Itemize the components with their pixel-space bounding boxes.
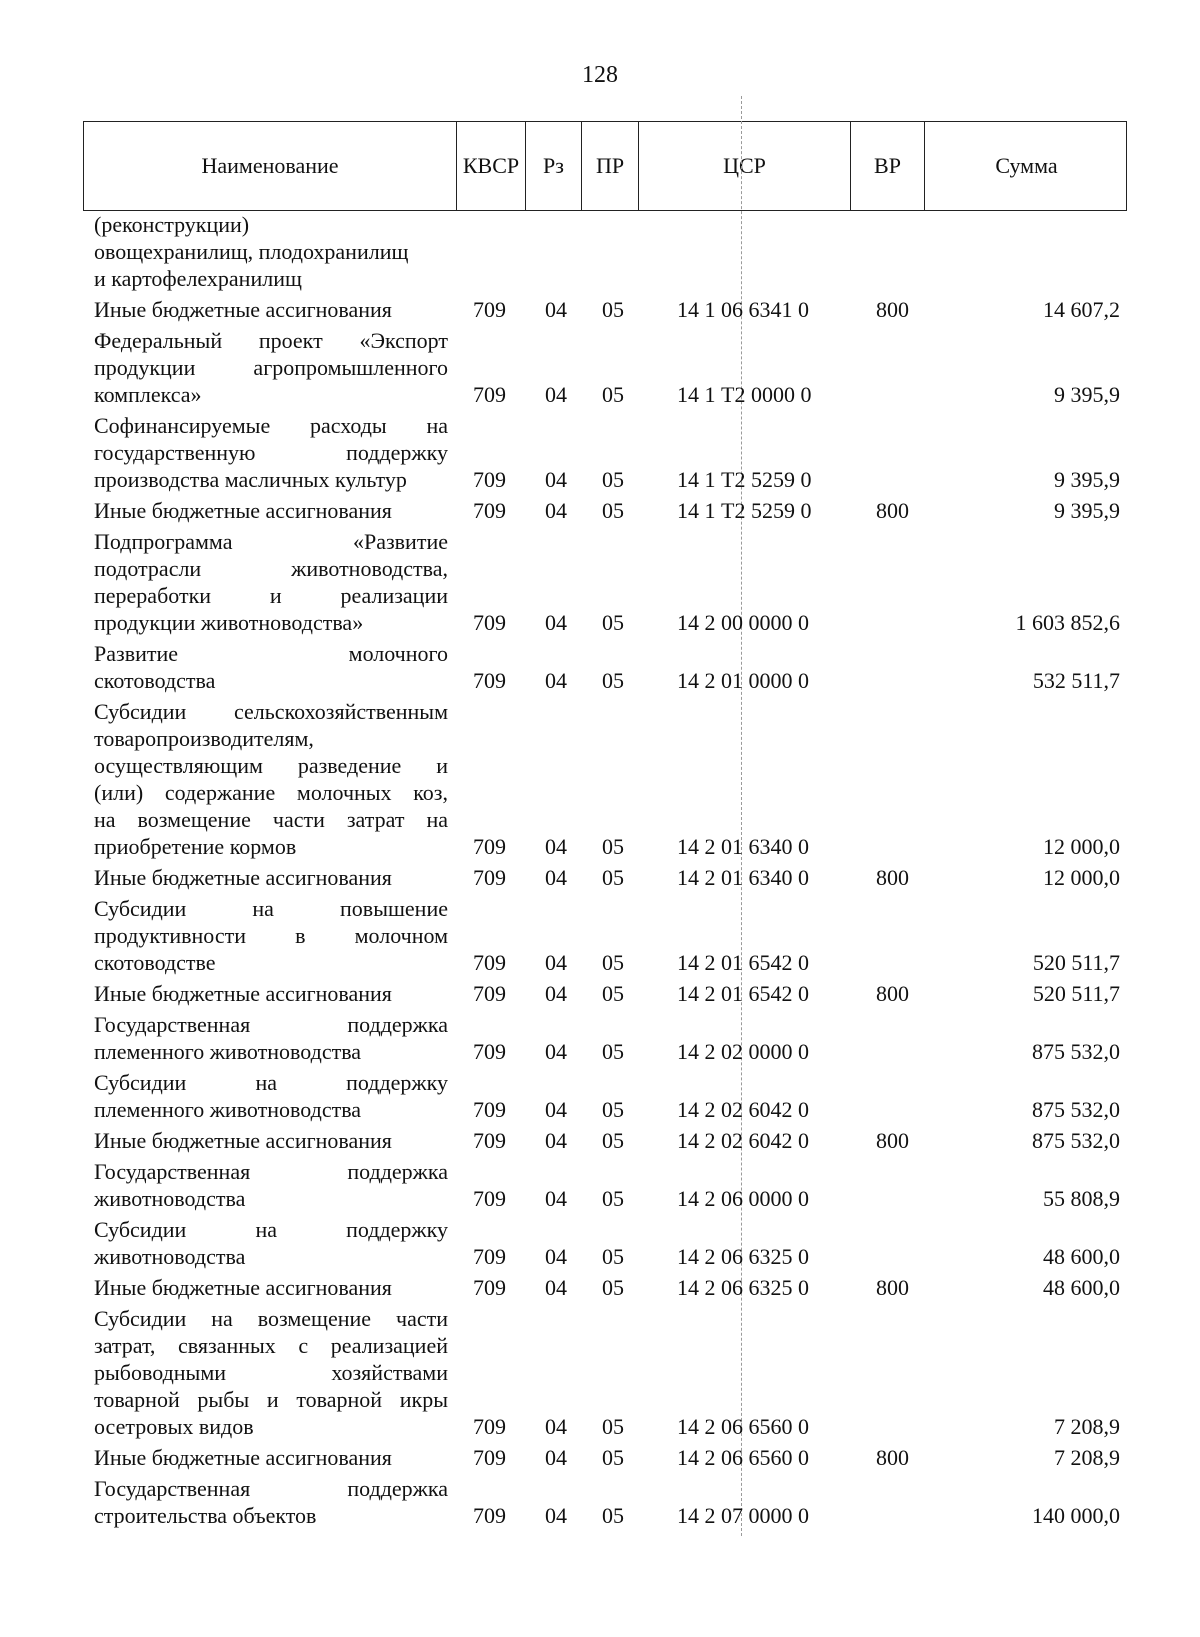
row-name-line: Иные бюджетные ассигнования	[94, 1128, 392, 1153]
row-csr: 14 1 Т2 0000 0	[677, 382, 812, 407]
row-pr: 05	[602, 834, 624, 859]
row-kvsr: 709	[473, 1186, 506, 1211]
row-sum: 9 395,9	[1054, 382, 1120, 407]
row-name-line: строительства объектов	[94, 1503, 317, 1528]
row-name-line: Государственная поддержка	[94, 1476, 448, 1501]
row-rz: 04	[545, 1128, 567, 1153]
row-sum: 140 000,0	[1032, 1503, 1120, 1528]
row-kvsr: 709	[473, 950, 506, 975]
row-name	[94, 528, 448, 636]
table-row	[0, 1011, 1200, 1065]
row-rz: 04	[545, 297, 567, 322]
row-name	[94, 895, 448, 976]
row-kvsr: 709	[473, 1128, 506, 1153]
row-name-line: продукции животноводства»	[94, 610, 364, 635]
row-sum: 520 511,7	[1032, 950, 1120, 975]
row-csr: 14 2 06 6560 0	[677, 1445, 809, 1470]
row-kvsr: 709	[473, 382, 506, 407]
row-name-line: рыбоводными хозяйствами	[94, 1360, 448, 1385]
table-row	[0, 1444, 1200, 1471]
row-sum: 48 600,0	[1043, 1244, 1120, 1269]
row-name	[94, 1069, 448, 1123]
row-sum: 14 607,2	[1043, 297, 1120, 322]
row-name-line: племенного животноводства	[94, 1039, 362, 1064]
row-kvsr: 709	[473, 1445, 506, 1470]
row-name-line: животноводства	[94, 1244, 246, 1269]
row-csr: 14 2 02 6042 0	[677, 1128, 809, 1153]
table-row	[0, 327, 1200, 408]
row-csr: 14 2 00 0000 0	[677, 610, 809, 635]
row-sum: 9 395,9	[1054, 498, 1120, 523]
row-name	[94, 412, 448, 493]
row-name-line: товарной рыбы и товарной икры	[94, 1387, 448, 1412]
row-name	[94, 1475, 448, 1529]
row-rz: 04	[545, 865, 567, 890]
row-name	[94, 1158, 448, 1212]
page-number: 128	[582, 62, 618, 88]
row-name-line: затрат, связанных с реализацией	[94, 1333, 448, 1358]
table-row	[0, 864, 1200, 891]
header-rz: Рз	[526, 122, 582, 210]
row-rz: 04	[545, 981, 567, 1006]
row-pr: 05	[602, 498, 624, 523]
row-vr: 800	[876, 981, 909, 1006]
row-pr: 05	[602, 467, 624, 492]
row-pr: 05	[602, 297, 624, 322]
row-name	[94, 497, 448, 524]
row-sum: 12 000,0	[1043, 865, 1120, 890]
row-vr: 800	[876, 297, 909, 322]
row-kvsr: 709	[473, 467, 506, 492]
row-csr: 14 2 02 0000 0	[677, 1039, 809, 1064]
row-name	[94, 1444, 448, 1471]
row-name-line: переработки и реализации	[94, 583, 448, 608]
table-row	[0, 1127, 1200, 1154]
row-csr: 14 2 01 6340 0	[677, 865, 809, 890]
row-pr: 05	[602, 1244, 624, 1269]
row-csr: 14 1 Т2 5259 0	[677, 498, 812, 523]
row-name-line: продуктивности в молочном	[94, 923, 448, 948]
row-sum: 520 511,7	[1032, 981, 1120, 1006]
header-sum: Сумма	[995, 153, 1058, 178]
row-rz: 04	[545, 1186, 567, 1211]
row-name	[94, 980, 448, 1007]
row-name-line: на возмещение части затрат на	[94, 807, 448, 832]
table-row	[0, 1069, 1200, 1123]
row-pr: 05	[602, 610, 624, 635]
row-sum: 7 208,9	[1054, 1445, 1120, 1470]
row-name-line: Государственная поддержка	[94, 1159, 448, 1184]
row-name-line: Субсидии на поддержку	[94, 1070, 448, 1095]
row-name-line: Иные бюджетные ассигнования	[94, 297, 392, 322]
row-rz: 04	[545, 950, 567, 975]
row-name-line: осетровых видов	[94, 1414, 254, 1439]
row-name-line: Иные бюджетные ассигнования	[94, 981, 392, 1006]
table-row	[0, 1216, 1200, 1270]
row-kvsr: 709	[473, 1097, 506, 1122]
row-name-line: Иные бюджетные ассигнования	[94, 865, 392, 890]
row-sum: 875 532,0	[1032, 1097, 1120, 1122]
row-kvsr: 709	[473, 610, 506, 635]
row-name-line: скотоводстве	[94, 950, 216, 975]
row-pr: 05	[602, 1414, 624, 1439]
row-sum: 9 395,9	[1054, 467, 1120, 492]
row-rz: 04	[545, 668, 567, 693]
row-name-line: (реконструкции)	[94, 212, 250, 237]
row-sum: 55 808,9	[1043, 1186, 1120, 1211]
row-name-line: государственную поддержку	[94, 440, 448, 465]
header-pr: ПР	[582, 122, 639, 210]
table-row	[0, 1274, 1200, 1301]
row-pr: 05	[602, 668, 624, 693]
row-name-line: (или) содержание молочных коз,	[94, 780, 448, 805]
row-rz: 04	[545, 610, 567, 635]
row-name-line: скотоводства	[94, 668, 216, 693]
row-pr: 05	[602, 950, 624, 975]
row-name-line: Федеральный проект «Экспорт	[94, 328, 448, 353]
table-row	[0, 497, 1200, 524]
row-name-line: овощехранилищ, плодохранилищ	[94, 239, 409, 264]
header-csr: ЦСР	[639, 122, 851, 210]
row-name-line: и картофелехранилищ	[94, 266, 302, 291]
table-row	[0, 412, 1200, 493]
row-csr: 14 2 06 0000 0	[677, 1186, 809, 1211]
row-sum: 48 600,0	[1043, 1275, 1120, 1300]
row-name-line: Субсидии на возмещение части	[94, 1306, 448, 1331]
row-rz: 04	[545, 1445, 567, 1470]
row-sum: 532 511,7	[1032, 668, 1120, 693]
row-sum: 1 603 852,6	[1015, 610, 1120, 635]
row-vr: 800	[876, 1128, 909, 1153]
row-csr: 14 2 01 6542 0	[677, 950, 809, 975]
row-rz: 04	[545, 1414, 567, 1439]
row-name-line: приобретение кормов	[94, 834, 297, 859]
row-name-line: Иные бюджетные ассигнования	[94, 1275, 392, 1300]
row-csr: 14 2 06 6325 0	[677, 1244, 809, 1269]
row-pr: 05	[602, 1186, 624, 1211]
row-csr: 14 1 Т2 5259 0	[677, 467, 812, 492]
row-kvsr: 709	[473, 498, 506, 523]
row-pr: 05	[602, 1128, 624, 1153]
row-csr: 14 2 06 6325 0	[677, 1275, 809, 1300]
row-kvsr: 709	[473, 1414, 506, 1439]
table-row	[0, 211, 1200, 292]
row-rz: 04	[545, 1097, 567, 1122]
row-pr: 05	[602, 1097, 624, 1122]
row-sum: 875 532,0	[1032, 1039, 1120, 1064]
row-name-line: Иные бюджетные ассигнования	[94, 498, 392, 523]
row-name	[94, 296, 448, 323]
row-pr: 05	[602, 1039, 624, 1064]
row-name-line: Развитие молочного	[94, 641, 448, 666]
table-row	[0, 296, 1200, 323]
table-row	[0, 1305, 1200, 1440]
row-name	[94, 698, 448, 860]
row-vr: 800	[876, 865, 909, 890]
row-kvsr: 709	[473, 981, 506, 1006]
row-csr: 14 2 06 6560 0	[677, 1414, 809, 1439]
row-name	[94, 327, 448, 408]
table-row	[0, 980, 1200, 1007]
row-pr: 05	[602, 1445, 624, 1470]
row-name-line: Государственная поддержка	[94, 1012, 448, 1037]
row-csr: 14 2 07 0000 0	[677, 1503, 809, 1528]
row-csr: 14 2 01 6340 0	[677, 834, 809, 859]
row-kvsr: 709	[473, 668, 506, 693]
row-rz: 04	[545, 1244, 567, 1269]
row-name-line: Подпрограмма «Развитие	[94, 529, 448, 554]
row-name-line: Субсидии на поддержку	[94, 1217, 448, 1242]
row-csr: 14 2 01 0000 0	[677, 668, 809, 693]
row-kvsr: 709	[473, 1275, 506, 1300]
row-name-line: Софинансируемые расходы на	[94, 413, 448, 438]
header-name: Наименование	[84, 122, 457, 210]
table-header	[83, 121, 1127, 211]
row-name	[94, 1127, 448, 1154]
row-name-line: комплекса»	[94, 382, 202, 407]
row-kvsr: 709	[473, 1039, 506, 1064]
table-row	[0, 640, 1200, 694]
table-row	[0, 1158, 1200, 1212]
row-pr: 05	[602, 1503, 624, 1528]
row-name-line: подотрасли животноводства,	[94, 556, 448, 581]
row-vr: 800	[876, 1445, 909, 1470]
row-csr: 14 1 06 6341 0	[677, 297, 809, 322]
row-pr: 05	[602, 865, 624, 890]
row-rz: 04	[545, 498, 567, 523]
row-pr: 05	[602, 981, 624, 1006]
row-name-line: Иные бюджетные ассигнования	[94, 1445, 392, 1470]
row-csr: 14 2 01 6542 0	[677, 981, 809, 1006]
row-kvsr: 709	[473, 297, 506, 322]
row-rz: 04	[545, 467, 567, 492]
row-name-line: Субсидии на повышение	[94, 896, 448, 921]
row-rz: 04	[545, 1275, 567, 1300]
table-row	[0, 528, 1200, 636]
row-name	[94, 1216, 448, 1270]
row-name-line: товаропроизводителям,	[94, 726, 314, 751]
table-row	[0, 698, 1200, 860]
row-vr: 800	[876, 498, 909, 523]
row-name-line: племенного животноводства	[94, 1097, 362, 1122]
row-name	[94, 864, 448, 891]
row-name-line: Субсидии сельскохозяйственным	[94, 699, 448, 724]
row-sum: 7 208,9	[1054, 1414, 1120, 1439]
header-vr: ВР	[851, 122, 925, 210]
row-rz: 04	[545, 1039, 567, 1064]
row-name	[94, 1011, 448, 1065]
row-name-line: продукции агропромышленного	[94, 355, 448, 380]
header-kvsr: КВСР	[457, 122, 526, 210]
row-csr: 14 2 02 6042 0	[677, 1097, 809, 1122]
row-kvsr: 709	[473, 1244, 506, 1269]
row-name	[94, 1274, 448, 1301]
row-pr: 05	[602, 1275, 624, 1300]
table-row	[0, 1475, 1200, 1529]
row-name	[94, 640, 448, 694]
row-rz: 04	[545, 382, 567, 407]
row-kvsr: 709	[473, 865, 506, 890]
row-name-line: животноводства	[94, 1186, 246, 1211]
row-kvsr: 709	[473, 1503, 506, 1528]
table-row	[0, 895, 1200, 976]
row-pr: 05	[602, 382, 624, 407]
row-rz: 04	[545, 1503, 567, 1528]
row-sum: 12 000,0	[1043, 834, 1120, 859]
row-name	[94, 1305, 448, 1440]
row-sum: 875 532,0	[1032, 1128, 1120, 1153]
row-rz: 04	[545, 834, 567, 859]
row-kvsr: 709	[473, 834, 506, 859]
row-name-line: производства масличных культур	[94, 467, 407, 492]
row-name-line: осуществляющим разведение и	[94, 753, 448, 778]
row-vr: 800	[876, 1275, 909, 1300]
row-name	[94, 211, 448, 292]
